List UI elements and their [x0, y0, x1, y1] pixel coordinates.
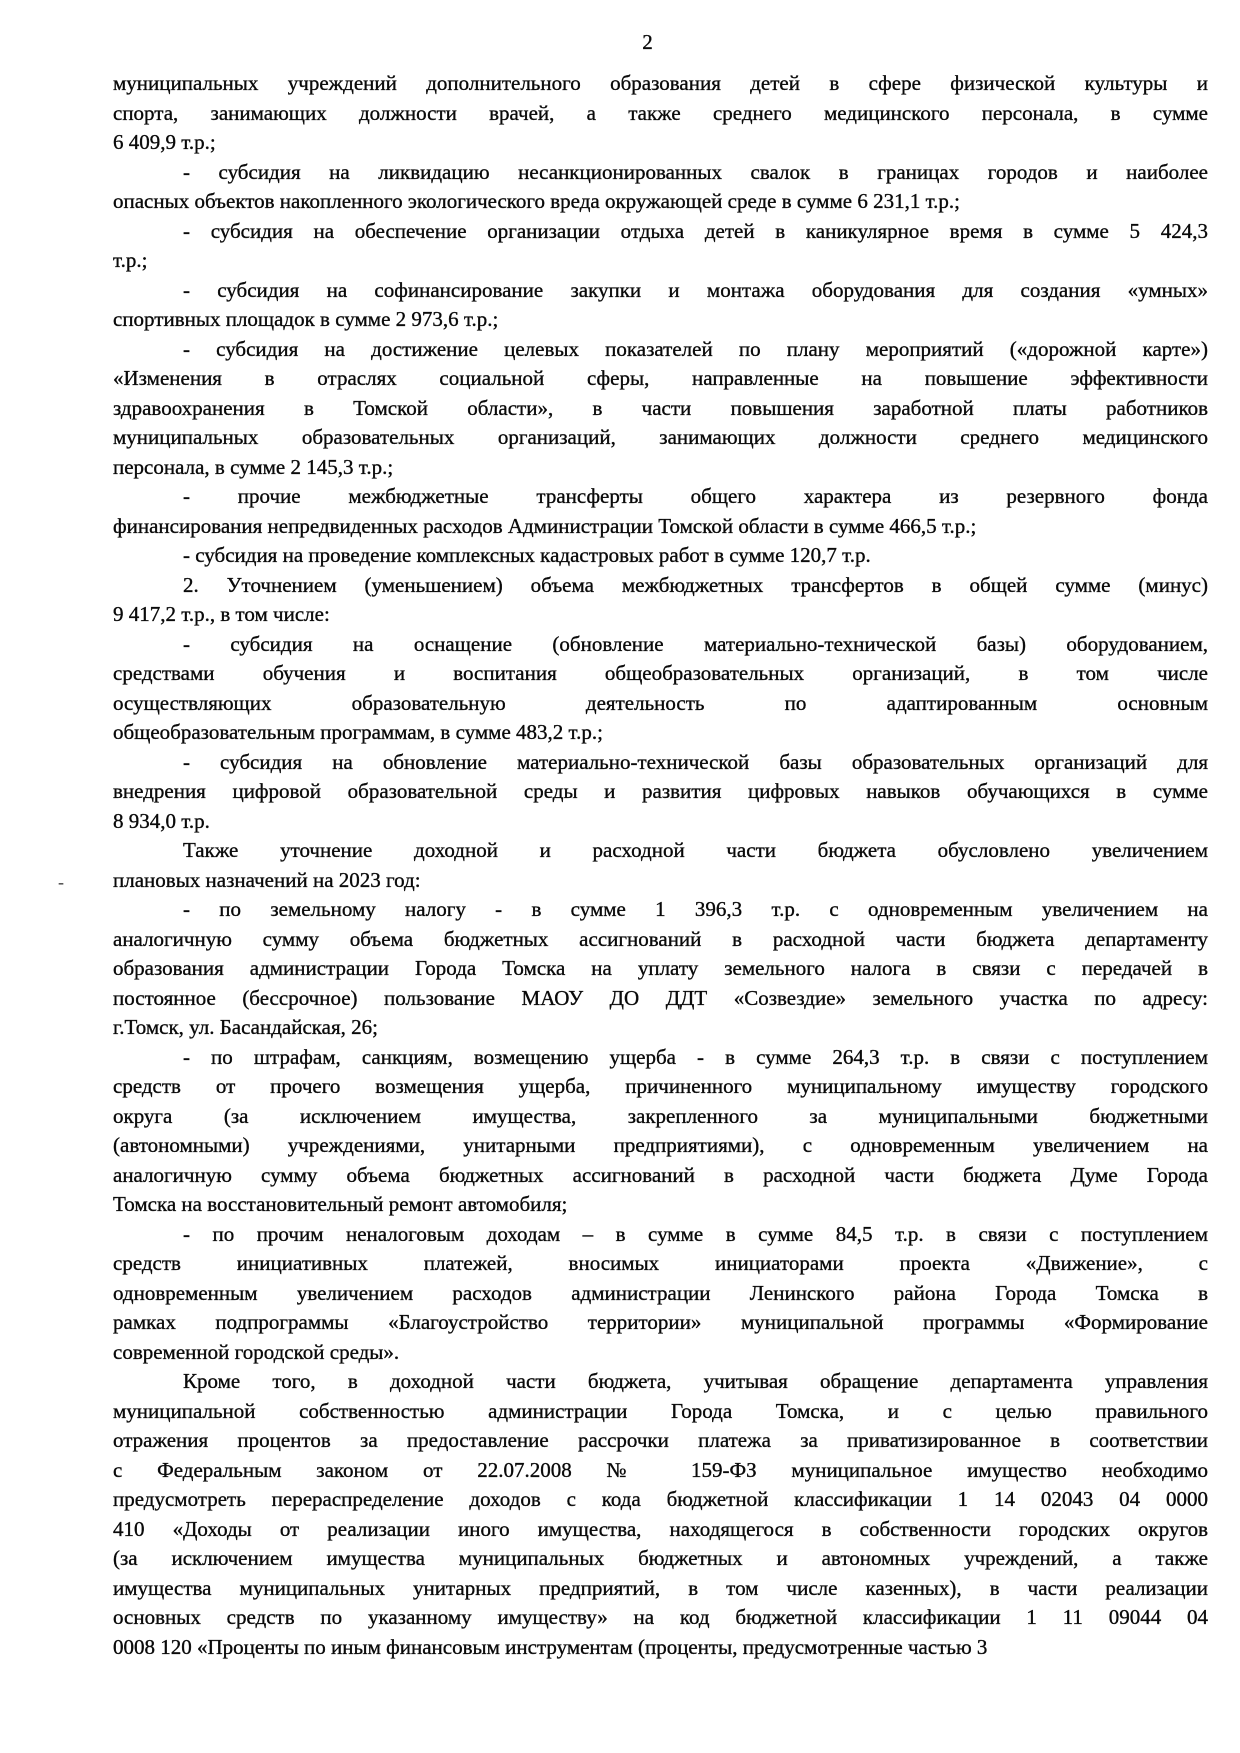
text-line: плановых назначений на 2023 год: — [113, 867, 421, 892]
text-line: - субсидия на проведение комплексных кадастровых работ в сумме 120,7 т.р. — [183, 543, 871, 567]
text-line: - по прочим неналоговым доходам – в сумме в сумме 84,5 т.р. в связи с поступлением — [183, 1221, 1208, 1246]
text-line: персонала, в сумме 2 145,3 т.р.; — [113, 454, 394, 479]
paragraph — [113, 158, 1208, 217]
text-line: постоянное (бессрочное) пользование МАОУ ДО ДДТ «Созвездие» земельного участка по адресу: — [113, 985, 1208, 1010]
paragraph — [113, 1220, 1208, 1368]
text-line: с Федеральным законом от 22.07.2008 № 159-ФЗ муниципальное имущество необходимо — [113, 1457, 1208, 1482]
text-line: средств от прочего возмещения ущерба, причиненного муниципальному имуществу городского — [113, 1074, 1208, 1098]
text-line: - субсидия на софинансирование закупки и монтажа оборудования для создания «умных» — [183, 277, 1208, 302]
text-line: предусмотреть перераспределение доходов с кода бюджетной классификации 1 14 02043 04 0000 — [113, 1487, 1208, 1511]
text-line: финансирования непредвиденных расходов Администрации Томской области в сумме 466,5 т.р.; — [113, 513, 977, 538]
text-line: средств инициативных платежей, вносимых инициаторами проекта «Движение», с — [113, 1251, 1208, 1275]
text-line: «Изменения в отраслях социальной сферы, направленные на повышение эффективности — [113, 366, 1208, 390]
paragraph — [113, 571, 1208, 630]
text-line: - по земельному налогу - в сумме 1 396,3 т.р. с одновременным увеличением на — [183, 897, 1208, 921]
text-line: муниципальных учреждений дополнительного образования детей в сфере физической культуры и — [113, 71, 1208, 95]
text-line: Также уточнение доходной и расходной части бюджета обусловлено увеличением — [183, 838, 1208, 862]
text-line: здравоохранения в Томской области», в части повышения заработной платы работников — [113, 395, 1208, 420]
paragraph — [113, 217, 1208, 276]
text-line: осуществляющих образовательную деятельность по адаптированным основным — [113, 690, 1208, 715]
text-line: - субсидия на оснащение (обновление материально-технической базы) оборудованием, — [183, 631, 1208, 656]
text-line: 0008 120 «Проценты по иным финансовым инструментам (проценты, предусмотренные частью 3 — [113, 1634, 988, 1659]
text-line: Томска на восстановительный ремонт автомобиля; — [113, 1192, 568, 1216]
text-line: отражения процентов за предоставление рассрочки платежа за приватизированное в соответствии — [113, 1428, 1208, 1452]
document-body — [113, 69, 1208, 1662]
paragraph — [113, 630, 1208, 748]
paragraph — [113, 836, 1208, 895]
text-line: основных средств по указанному имуществу» на код бюджетной классификации 1 11 09044 04 — [113, 1605, 1208, 1629]
text-line: 2. Уточнением (уменьшением) объема межбюджетных трансфертов в общей сумме (минус) — [183, 572, 1208, 597]
text-line: общеобразовательным программам, в сумме 483,2 т.р.; — [113, 720, 603, 744]
text-line: - субсидия на обеспечение организации отдыха детей в каникулярное время в сумме 5 424,3 — [183, 218, 1208, 243]
text-line: спортивных площадок в сумме 2 973,6 т.р.; — [113, 307, 499, 331]
text-line: (автономными) учреждениями, унитарными предприятиями), с одновременным увеличением на — [113, 1133, 1208, 1157]
text-line: - по штрафам, санкциям, возмещению ущерба - в сумме 264,3 т.р. в связи с поступлением — [183, 1044, 1208, 1069]
text-line: современной городской среды». — [113, 1339, 400, 1364]
text-line: образования администрации Города Томска на уплату земельного налога в связи с передачей в — [113, 956, 1208, 980]
paragraph — [113, 541, 1208, 571]
paragraph — [113, 335, 1208, 483]
paragraph — [113, 895, 1208, 1043]
text-line: муниципальной собственностью администрации Города Томска, и с целью правильного — [113, 1398, 1208, 1423]
paragraph — [113, 482, 1208, 541]
text-line: 8 934,0 т.р. — [113, 808, 210, 833]
text-line: опасных объектов накопленного экологического вреда окружающей среде в сумме 6 231,1 т.р.; — [113, 189, 961, 213]
paragraph — [113, 1367, 1208, 1662]
text-line: т.р.; — [113, 248, 148, 272]
text-line: - субсидия на ликвидацию несанкционированных свалок в границах городов и наиболее — [183, 159, 1208, 184]
text-line: (за исключением имущества муниципальных бюджетных и автономных учреждений, а также — [113, 1546, 1208, 1570]
text-line: г.Томск, ул. Басандайская, 26; — [113, 1015, 378, 1039]
paragraph — [113, 69, 1208, 158]
text-line: 6 409,9 т.р.; — [113, 130, 216, 154]
paragraph — [113, 276, 1208, 335]
text-line: округа (за исключением имущества, закрепленного за муниципальными бюджетными — [113, 1103, 1208, 1128]
text-line: 410 «Доходы от реализации иного имущества, находящегося в собственности городских округов — [113, 1516, 1208, 1541]
text-line: аналогичную сумму объема бюджетных ассигнований в расходной части бюджета департаменту — [113, 926, 1208, 951]
page-number: 2 — [642, 30, 653, 54]
text-line: 9 417,2 т.р., в том числе: — [113, 602, 330, 626]
margin-artifact-dash: - — [58, 872, 64, 892]
text-line: аналогичную сумму объема бюджетных ассигнований в расходной части бюджета Думе Города — [113, 1162, 1208, 1187]
text-line: муниципальных образовательных организаций, занимающих должности среднего медицинского — [113, 425, 1208, 449]
text-line: одновременным увеличением расходов администрации Ленинского района Города Томска в — [113, 1280, 1208, 1305]
text-line: рамках подпрограммы «Благоустройство территории» муниципальной программы «Формирование — [113, 1310, 1208, 1334]
text-line: внедрения цифровой образовательной среды и развития цифровых навыков обучающихся в сумме — [113, 779, 1208, 803]
text-line: - субсидия на обновление материально-технической базы образовательных организаций для — [183, 749, 1208, 774]
text-line: Кроме того, в доходной части бюджета, учитывая обращение департамента управления — [183, 1369, 1208, 1393]
paragraph — [113, 1043, 1208, 1220]
paragraph — [113, 748, 1208, 837]
text-line: средствами обучения и воспитания общеобразовательных организаций, в том числе — [113, 661, 1208, 685]
text-line: имущества муниципальных унитарных предприятий, в том числе казенных), в части реализации — [113, 1575, 1208, 1600]
text-line: спорта, занимающих должности врачей, а также среднего медицинского персонала, в сумме — [113, 100, 1208, 125]
text-line: - прочие межбюджетные трансферты общего характера из резервного фонда — [183, 484, 1208, 508]
text-line: - субсидия на достижение целевых показателей по плану мероприятий («дорожной карте») — [183, 336, 1208, 361]
